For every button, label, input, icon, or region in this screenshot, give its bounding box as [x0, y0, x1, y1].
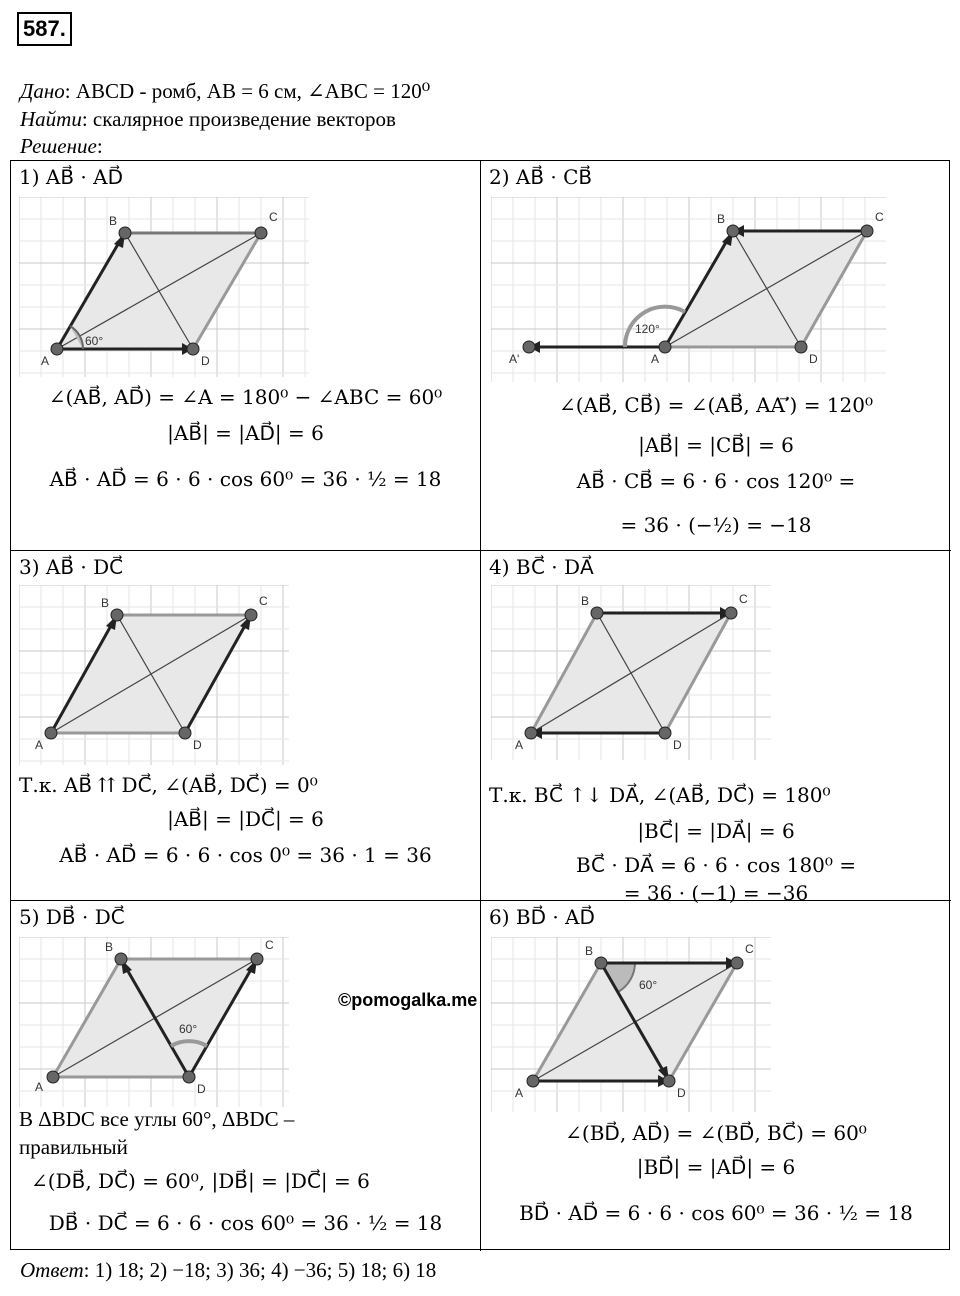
vertex-b-label: B — [101, 596, 110, 610]
vertex-d-label: D — [193, 738, 202, 752]
case-5-cell — [11, 901, 481, 1251]
vertex-a-label: A — [515, 738, 524, 752]
case-3-line-3: AB⃗ · AD⃗ = 6 · 6 · cos 0⁰ = 36 · 1 = 36 — [59, 843, 432, 867]
case-6-line-2: |BD⃗| = |AD⃗| = 6 — [636, 1155, 796, 1179]
vertex-b-label: B — [109, 214, 118, 228]
case-3-cell — [11, 551, 481, 901]
case-1-title: 1) AB⃗ · AD⃗ — [19, 165, 123, 189]
case-4-figure — [491, 585, 771, 760]
case-3-figure — [19, 585, 289, 765]
watermark: ©pomogalka.me — [338, 990, 478, 1010]
case-3-line-1: Т.к. AB⃗ ⇈ DC⃗, ∠(AB⃗, DC⃗) = 0⁰ — [19, 773, 318, 797]
case-5-line-3: ∠(DB⃗, DC⃗) = 60⁰, |DB⃗| = |DC⃗| = 6 — [31, 1169, 370, 1193]
vertex-c-label: C — [745, 942, 754, 956]
answer-line — [20, 1258, 436, 1283]
vertex-a-label: A — [515, 1086, 524, 1100]
case-4-line-3: BC⃗ · DA⃗ = 6 · 6 · cos 180⁰ = — [575, 853, 857, 877]
case-5-title: 5) DB⃗ · DC⃗ — [19, 905, 125, 929]
case-1-line-1: ∠(AB⃗, AD⃗) = ∠A = 180⁰ − ∠ABC = 60⁰ — [48, 385, 443, 409]
find-text: : скалярное произведение векторов — [81, 107, 396, 131]
vertex-a-label: A — [35, 738, 44, 752]
case-5-line-1: В ΔBDC все углы 60°, ΔBDC – — [19, 1107, 295, 1131]
vertex-d-label: D — [201, 354, 210, 368]
case-1-angle-label: 60° — [85, 334, 104, 348]
case-4-line-1: Т.к. BC⃗ ↑↓ DA⃗, ∠(AB⃗, DC⃗) = 180⁰ — [489, 783, 831, 807]
problem-number: 587. — [17, 12, 72, 46]
case-6-cell — [481, 901, 951, 1251]
given-label: Дано — [20, 79, 65, 103]
case-1-cell — [11, 161, 481, 551]
vertex-d-label: D — [809, 352, 818, 366]
vertex-d-label: D — [677, 1086, 686, 1100]
vertex-c-label: C — [269, 210, 278, 224]
case-2-line-2: |AB⃗| = |CB⃗| = 6 — [638, 433, 794, 457]
case-6-angle-label: 60° — [639, 978, 658, 992]
case-1-line-3: AB⃗ · AD⃗ = 6 · 6 · cos 60⁰ = 36 · ½ = 18 — [49, 467, 442, 491]
given-line — [20, 78, 430, 104]
case-3-line-2: |AB⃗| = |DC⃗| = 6 — [167, 807, 324, 831]
case-4-line-4: = 36 · (−1) = −36 — [623, 881, 809, 905]
case-1-figure — [19, 197, 309, 377]
vertex-c-label: C — [265, 938, 274, 952]
vertex-d-label: D — [673, 738, 682, 752]
case-4-title: 4) BC⃗ · DA⃗ — [489, 555, 594, 579]
case-5-angle-label: 60° — [179, 1022, 198, 1036]
vertex-a-label: A — [35, 1080, 44, 1094]
case-2-figure — [491, 197, 886, 382]
vertex-b-label: B — [105, 940, 114, 954]
case-1-line-2: |AB⃗| = |AD⃗| = 6 — [167, 421, 324, 445]
case-6-title: 6) BD⃗ · AD⃗ — [489, 905, 595, 929]
vertex-b-label: B — [581, 594, 590, 608]
case-5-figure — [19, 937, 289, 1107]
case-6-figure — [491, 937, 771, 1112]
case-2-title: 2) AB⃗ · CB⃗ — [489, 165, 593, 189]
case-5-line-4: DB⃗ · DC⃗ = 6 · 6 · cos 60⁰ = 36 · ½ = 18 — [48, 1211, 443, 1235]
vertex-b-label: B — [717, 212, 726, 226]
case-2-angle-label: 120° — [635, 322, 660, 336]
solution-table — [10, 160, 950, 1250]
case-5-line-2: правильный — [19, 1135, 128, 1159]
vertex-d-label: D — [197, 1082, 206, 1096]
case-3-title: 3) AB⃗ · DC⃗ — [19, 555, 124, 579]
given-text: : ABCD - ромб, AB = 6 см, ∠ABC = 120⁰ — [64, 79, 431, 103]
vertex-c-label: C — [875, 210, 884, 224]
case-4-cell — [481, 551, 951, 905]
case-4-line-2: |BC⃗| = |DA⃗| = 6 — [637, 819, 795, 843]
vertex-c-label: C — [259, 594, 268, 608]
case-2-cell — [481, 161, 951, 551]
answer-label: Ответ — [20, 1258, 84, 1282]
vertex-c-label: C — [739, 592, 748, 606]
solution-label: Решение — [20, 134, 97, 158]
case-6-line-3: BD⃗ · AD⃗ = 6 · 6 · cos 60⁰ = 36 · ½ = 18 — [519, 1201, 913, 1225]
solution-line — [20, 133, 103, 159]
vertex-a-label: A — [651, 352, 660, 366]
vertex-a-label: A — [41, 354, 50, 368]
case-2-line-1: ∠(AB⃗, CB⃗) = ∠(AB⃗, AA′⃗) = 120⁰ — [558, 393, 874, 417]
case-6-line-1: ∠(BD⃗, AD⃗) = ∠(BD⃗, BC⃗) = 60⁰ — [565, 1121, 867, 1145]
vertex-b-label: B — [585, 944, 594, 958]
vertex-a-prime-label: A' — [509, 352, 520, 366]
case-2-line-3: AB⃗ · CB⃗ = 6 · 6 · cos 120⁰ = — [576, 469, 856, 493]
find-label: Найти — [20, 107, 82, 131]
answer-text: : 1) 18; 2) −18; 3) 36; 4) −36; 5) 18; 6) 18 — [83, 1258, 437, 1282]
solution-text: : — [96, 134, 103, 158]
case-2-line-4: = 36 · (−½) = −18 — [620, 513, 812, 537]
find-line — [20, 106, 396, 132]
